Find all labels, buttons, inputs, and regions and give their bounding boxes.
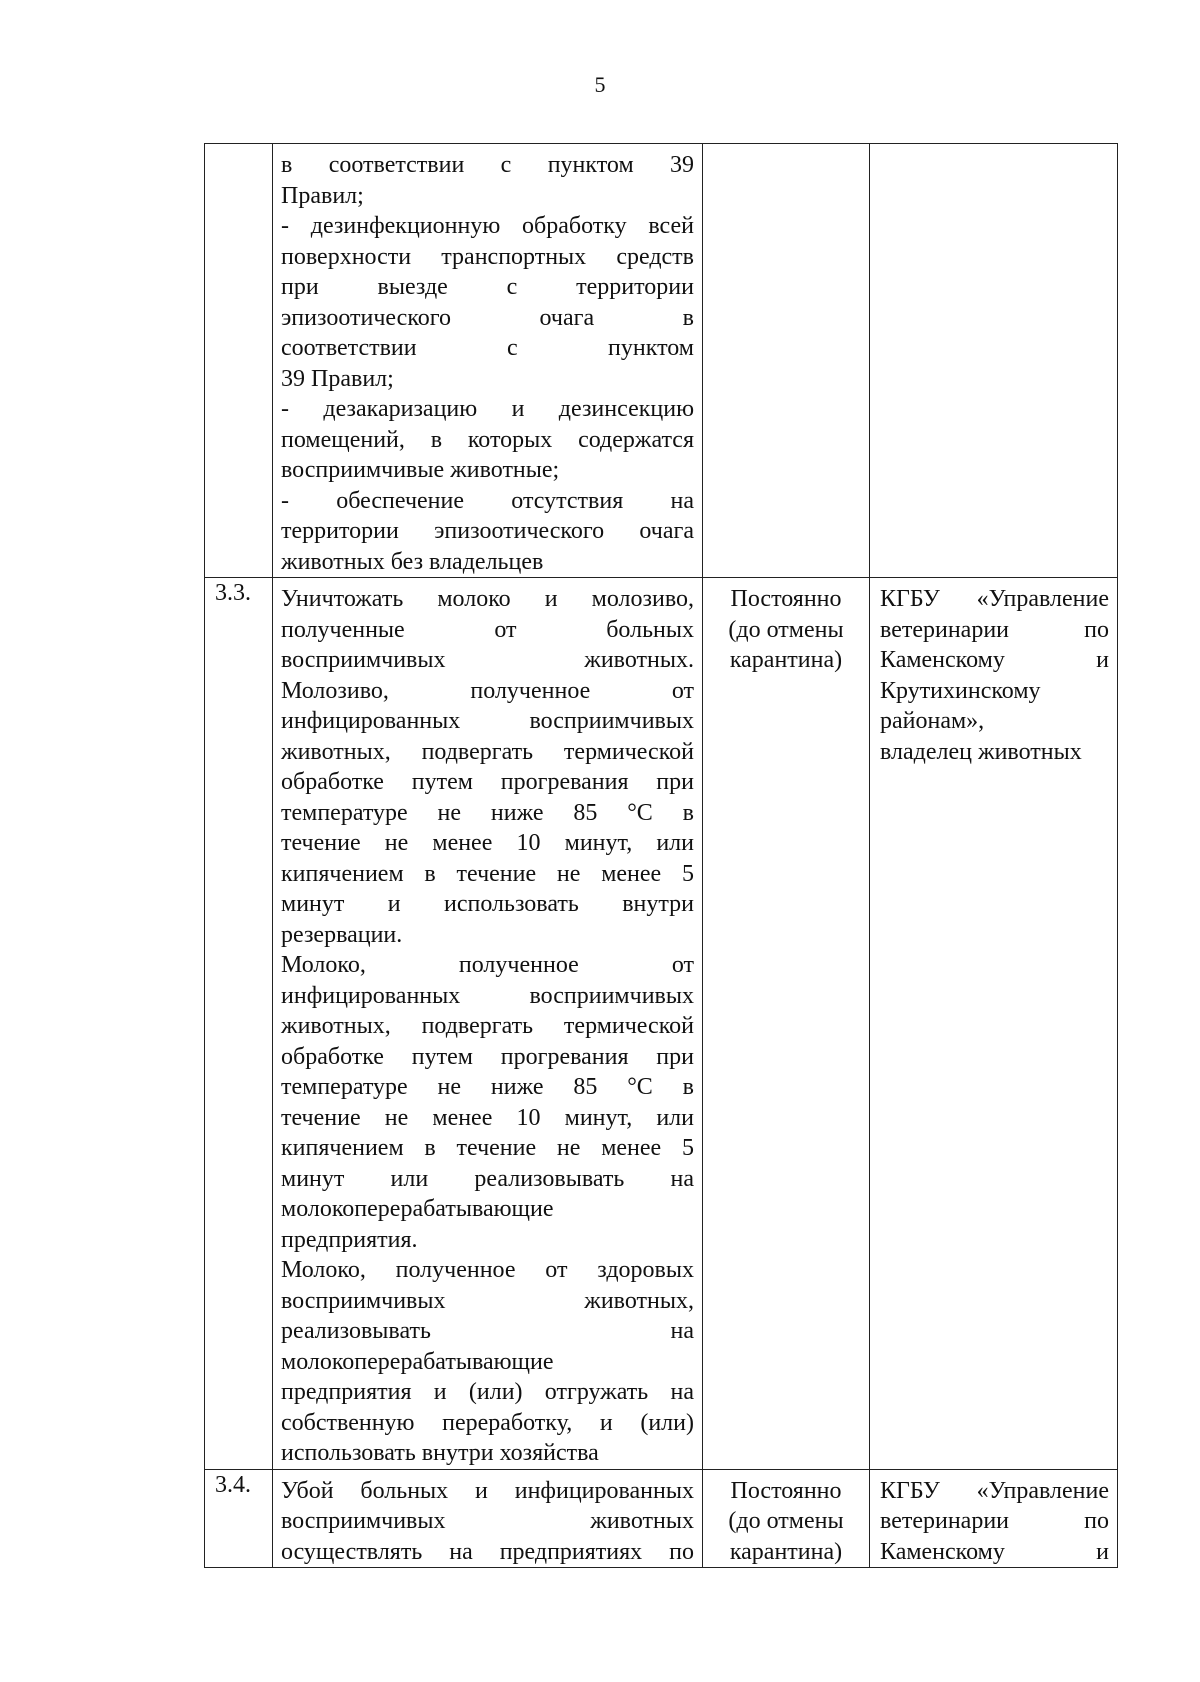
row-number: 3.4.: [205, 1469, 273, 1568]
text-line: минут или реализовывать на: [281, 1165, 694, 1192]
text-line: животных без владельцев: [281, 548, 544, 575]
text-line: поверхности транспортных средств: [281, 243, 694, 270]
row-number: 3.3.: [205, 578, 273, 1470]
text-line: обработке путем прогревания при: [281, 1043, 694, 1070]
responsible-line: КГБУ «Управление: [880, 1477, 1109, 1504]
text-line: - дезинфекционную обработку всей: [281, 213, 694, 239]
text-line: восприимчивых животных: [281, 1508, 694, 1534]
text-line: животных, подвергать термической: [281, 738, 694, 765]
text-line: инфицированных восприимчивых: [281, 708, 694, 734]
table-row: [205, 1469, 1118, 1568]
row-number: [205, 144, 273, 578]
term-line: Постоянно: [730, 586, 842, 612]
text-line: Молоко, полученное от: [281, 952, 694, 978]
page-number: 5: [594, 72, 606, 97]
responsible-line: Каменскому и: [880, 1538, 1109, 1565]
measure-text: [273, 578, 703, 1470]
term-cell: [703, 144, 870, 578]
text-line: кипячением в течение не менее 5: [281, 1135, 694, 1161]
text-line: полученные от больных: [281, 616, 694, 643]
text-line: - обеспечение отсутствия на: [281, 487, 694, 514]
text-line: температуре не ниже 85 °С в: [281, 799, 694, 826]
text-line: Правил;: [281, 182, 364, 209]
text-line: температуре не ниже 85 °С в: [281, 1074, 694, 1100]
text-line: предприятия и (или) отгружать на: [281, 1379, 694, 1405]
responsible-line: ветеринарии по: [880, 616, 1109, 643]
text-line: Убой больных и инфицированных: [281, 1477, 694, 1504]
responsible-line: районам»,: [880, 708, 985, 734]
table-row: [205, 144, 1118, 578]
term-cell: [703, 1469, 870, 1568]
text-line: восприимчивые животные;: [281, 457, 560, 483]
responsible-line: ветеринарии по: [880, 1508, 1109, 1534]
text-line: - дезакаризацию и дезинсекцию: [281, 396, 694, 422]
text-line: территории эпизоотического очага: [281, 518, 694, 544]
term-cell: [703, 578, 870, 1470]
text-line: восприимчивых животных,: [281, 1287, 694, 1314]
term-line: (до отмены: [728, 616, 844, 643]
text-line: обработке путем прогревания при: [281, 769, 694, 795]
term-line: карантина): [729, 1538, 843, 1565]
responsible-cell: [870, 144, 1118, 578]
text-line: Молозиво, полученное от: [281, 677, 694, 704]
table-row: [205, 578, 1118, 1470]
measures-table: [204, 143, 1118, 1568]
responsible-line: Каменскому и: [880, 647, 1109, 673]
text-line: использовать внутри хозяйства: [281, 1440, 599, 1466]
text-line: эпизоотического очага в: [281, 304, 694, 331]
text-line: Молоко, полученное от здоровых: [281, 1257, 694, 1283]
responsible-line: Крутихинскому: [880, 677, 1041, 704]
text-line: предприятия.: [281, 1226, 418, 1253]
measure-text: [273, 144, 703, 578]
text-line: собственную переработку, и (или): [281, 1409, 694, 1436]
text-line: Уничтожать молоко и молозиво,: [281, 586, 694, 612]
text-line: резервации.: [281, 921, 403, 948]
term-line: (до отмены: [728, 1508, 844, 1534]
text-line: помещений, в которых содержатся: [281, 426, 694, 453]
text-line: 39 Правил;: [281, 365, 394, 392]
term-line: карантина): [729, 647, 843, 673]
term-line: Постоянно: [730, 1477, 842, 1504]
text-line: соответствии с пунктом: [281, 335, 694, 361]
text-line: при выезде с территории: [281, 274, 694, 300]
text-line: реализовывать на: [281, 1318, 694, 1344]
text-line: восприимчивых животных.: [281, 647, 694, 673]
responsible-line: КГБУ «Управление: [880, 586, 1109, 612]
responsible-cell: [870, 578, 1118, 1470]
text-line: минут и использовать внутри: [281, 891, 694, 917]
text-line: течение не менее 10 минут, или: [281, 1104, 694, 1131]
text-line: инфицированных восприимчивых: [281, 982, 694, 1009]
responsible-line: владелец животных: [880, 738, 1082, 765]
text-line: осуществлять на предприятиях по: [281, 1538, 694, 1565]
text-line: молокоперерабатывающие: [281, 1348, 554, 1375]
measure-text: [273, 1469, 703, 1568]
text-line: животных, подвергать термической: [281, 1013, 694, 1039]
text-line: течение не менее 10 минут, или: [281, 830, 694, 856]
text-line: в соответствии с пунктом 39: [281, 152, 694, 178]
responsible-cell: [870, 1469, 1118, 1568]
text-line: кипячением в течение не менее 5: [281, 860, 694, 887]
text-line: молокоперерабатывающие: [281, 1196, 554, 1222]
